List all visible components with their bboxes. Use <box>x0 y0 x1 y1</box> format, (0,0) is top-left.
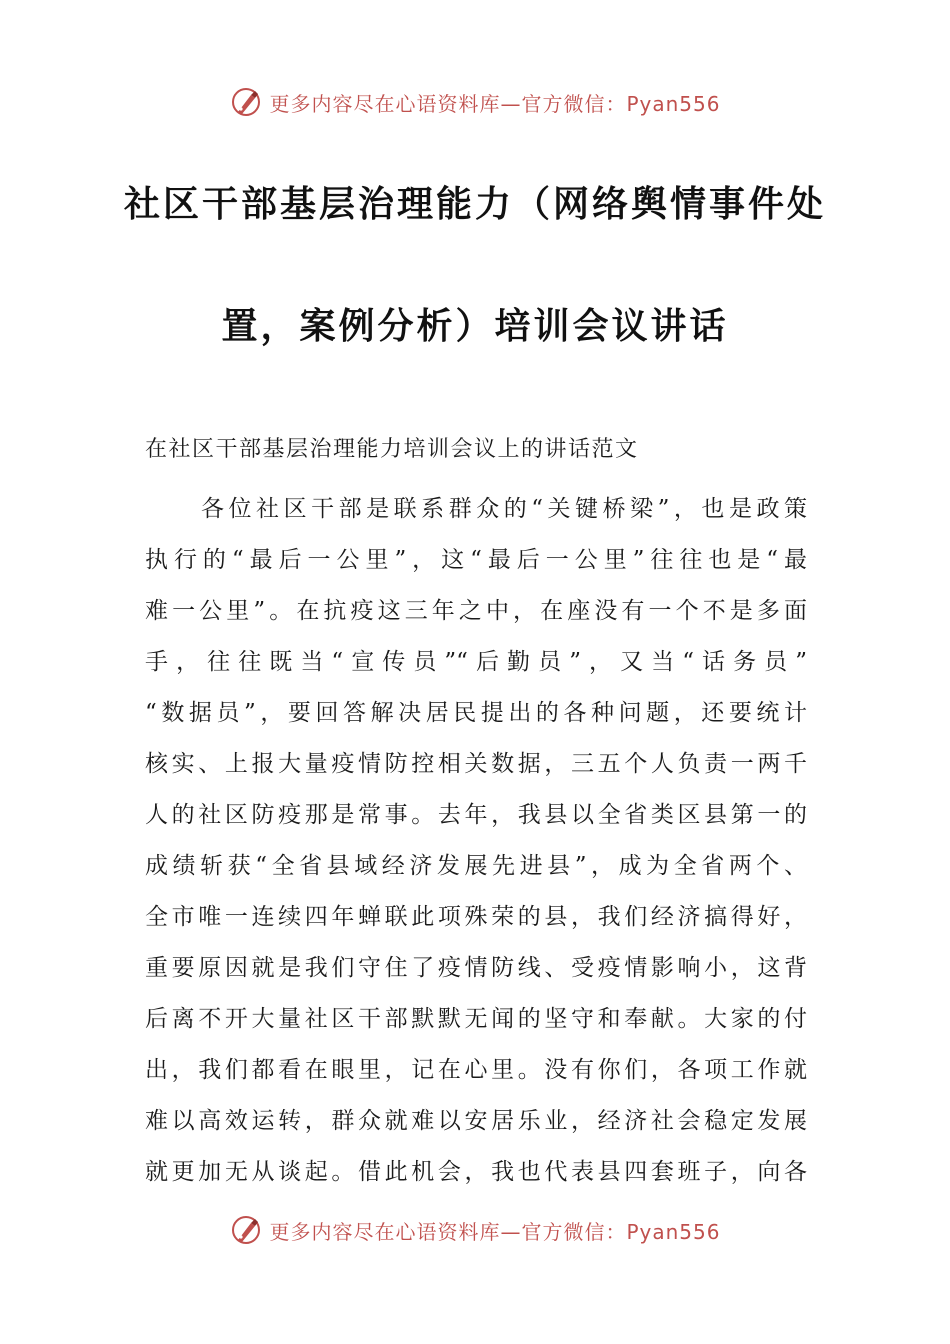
footer-banner-wechat: 官方微信：Pyan556 <box>521 1219 721 1244</box>
body-line: 出，我们都看在眼里，记在心里。没有你们，各项工作就 <box>145 1057 807 1083</box>
body-line: 人的社区防疫那是常事。去年，我县以全省类区县第一的 <box>145 802 807 828</box>
body-line: 手，往往既当“宣传员”“后勤员”，又当“话务员” <box>145 649 807 675</box>
body-line: 全市唯一连续四年蝉联此项殊荣的县，我们经济搞得好， <box>145 904 807 930</box>
body-line: 核实、上报大量疫情防控相关数据，三五个人负责一两千 <box>145 751 807 777</box>
document-title-line-1: 社区干部基层治理能力（网络舆情事件处 <box>123 184 826 225</box>
header-banner <box>0 80 950 124</box>
document-subtitle: 在社区干部基层治理能力培训会议上的讲话范文 <box>145 437 639 462</box>
footer-banner <box>0 1208 950 1252</box>
body-line: 后离不开大量社区干部默默无闻的坚守和奉献。大家的付 <box>145 1006 807 1032</box>
header-banner-dash: — <box>500 91 522 116</box>
header-banner-main: 更多内容尽在心语资料库 <box>269 91 501 116</box>
footer-banner-dash: — <box>500 1219 522 1244</box>
body-line: 难一公里”。在抗疫这三年之中，在座没有一个不是多面 <box>145 598 807 624</box>
body-line: 成绩斩获“全省县域经济发展先进县”，成为全省两个、 <box>145 853 807 879</box>
header-banner-wechat: 官方微信：Pyan556 <box>521 91 721 116</box>
footer-banner-text <box>269 1216 720 1245</box>
document-body <box>145 484 807 1198</box>
body-line: 难以高效运转，群众就难以安居乐业，经济社会稳定发展 <box>145 1108 807 1134</box>
body-line: 就更加无从谈起。借此机会，我也代表县四套班子，向各 <box>145 1159 807 1185</box>
body-line: 重要原因就是我们守住了疫情防线、受疫情影响小，这背 <box>145 955 807 981</box>
header-banner-text <box>269 88 720 117</box>
pen-nib-logo-icon <box>229 85 263 119</box>
document-title-line-2: 置，案例分析）培训会议讲话 <box>221 306 729 347</box>
body-line: “数据员”，要回答解决居民提出的各种问题，还要统计 <box>145 700 807 726</box>
body-line: 各位社区干部是联系群众的“关键桥梁”，也是政策 <box>201 496 807 522</box>
footer-banner-main: 更多内容尽在心语资料库 <box>269 1219 501 1244</box>
pen-nib-logo-icon <box>229 1213 263 1247</box>
body-line: 执行的“最后一公里”，这“最后一公里”往往也是“最 <box>145 547 807 573</box>
